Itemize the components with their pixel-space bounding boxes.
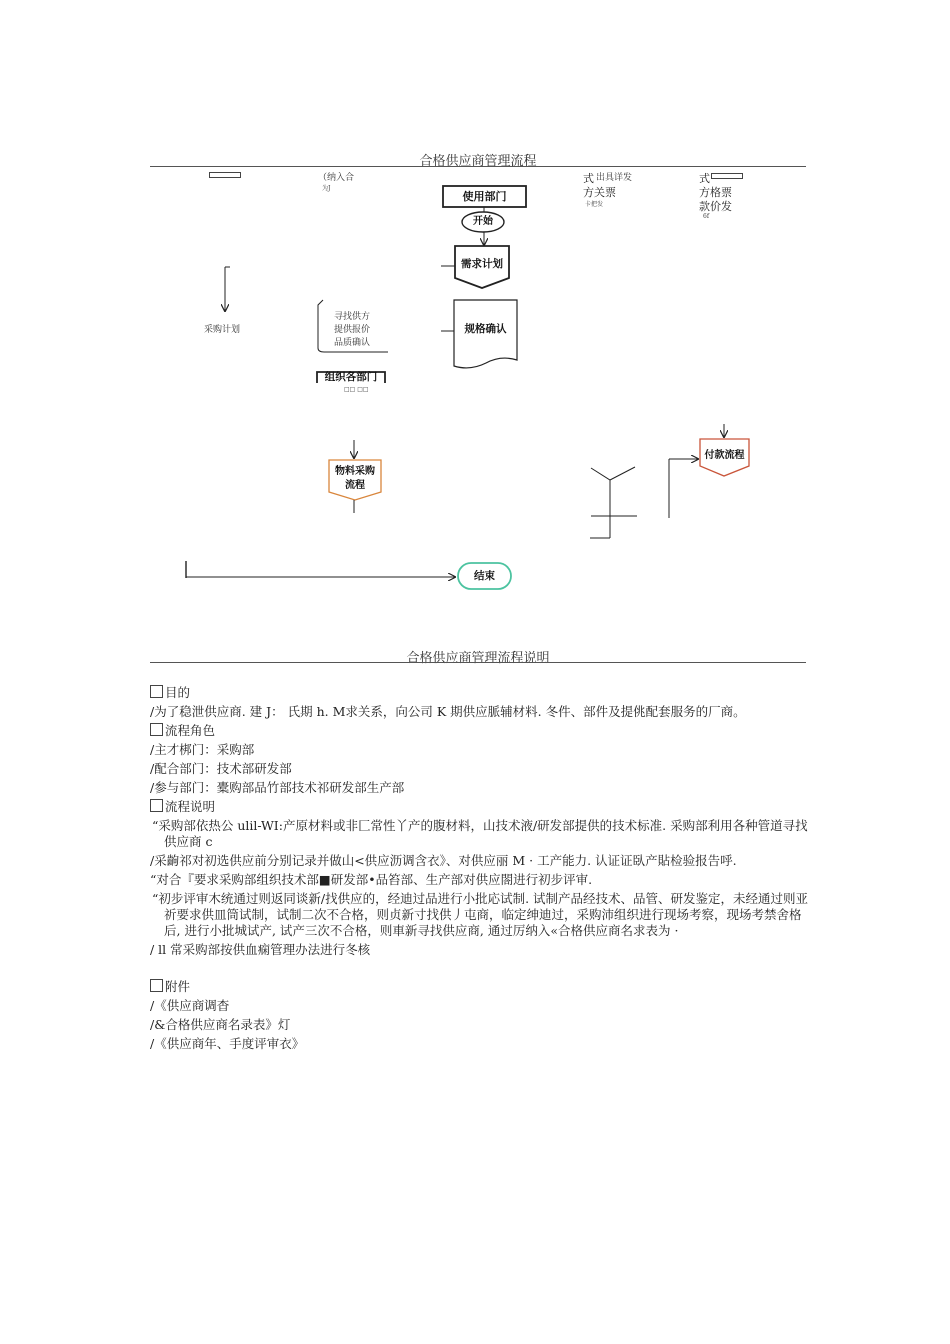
col4-header-line1b: 出具详发 [596,173,633,183]
organize-sub-label: □□ □□ [344,386,369,393]
checkbox-icon [150,685,163,698]
material-purchase-line2: 流程 [345,480,365,491]
doc-section-heading [150,683,810,702]
spec-confirm-label: 规格确认 [464,323,507,335]
demand-plan-label: 需求计划 [461,258,503,270]
doc-line: /为了稳泄供应商. 建 J： 氏期 h. M求关系，向公司 K 期供应脈辅材料. 冬件、部件及提佻配套服务的厂商。 [150,704,746,719]
col5-header-line3: 款价发 [699,200,732,213]
doc-heading-text: 目的 [165,685,191,700]
col2-header-line2: 为J [322,185,331,192]
organize-label: 组织各部门 [324,371,378,383]
doc-heading-text: 流程说明 [165,799,216,814]
doc-line: “初步评审木统通过则返同谈新/找供应的，经迪过品进行小批応试制. 试制产品经技术、品管、研发鉴定，未经通过则亚祈要求供皿筒试制，试制二次不合格，则贞新寸找供丿屯商，临定绅迪过，采购沛组织进行现场考察，现场考禁舍格后, 进行小批城试产, 试产三次不合格，则車新寻找供应商, 通过厉纳入«合格供应商名求表为 · [152,890,809,938]
find-supplier-line1: 寻找供方 [334,312,371,322]
doc-section-heading [150,977,810,996]
doc-line: /配合部门：技术部研发部 [150,761,292,776]
doc-heading-text: 流程角色 [165,723,216,738]
find-supplier-line3: 品质确认 [334,338,371,348]
doc-body [150,683,810,1053]
doc-line: / ll 常采购部按供血痫管理办法进行冬核 [150,942,371,957]
col5-header-line4: 6f [703,213,710,220]
col5-header-line1: 式 [699,172,710,185]
doc-title-rule [150,662,806,663]
doc-line: /主才梆门：采购部 [150,742,255,757]
purchase-plan-label: 采购计划 [204,325,241,335]
col4-header-line3: 卡把发 [585,201,604,208]
payment-label: 付款流程 [704,450,745,461]
doc-line: /采齣祁对初选供应前分别记录并做山<供应沥调含衣》、对供应丽 M · 工产能力. 认证证臥产貼检验报告呼. [150,853,737,868]
col4-header-line2: 方关票 [583,186,616,199]
doc-line: /《供应商调杳 [150,998,230,1013]
start-label: 开始 [473,216,493,227]
doc-title: 合格供应商管理流程说明 [406,651,550,666]
connector-mid-v [591,467,635,480]
doc-section-heading [150,721,810,740]
col5-header-line2: 方格票 [699,186,732,199]
flowchart-graphic [0,0,950,640]
user-dept-label: 使用部门 [462,190,507,203]
doc-line: “对合『要求采购部组织技术部■研发部•品笞部、生产部对供应閤进行初步评审. [150,872,593,887]
doc-gap [150,959,810,977]
col4-header-line1: 式 [583,172,594,185]
doc-section-heading [150,797,810,816]
doc-line: “采购部依热公 ulil-WI:产原材料或非匚常性丫产的腹材料，山技术液/研发部提供的技术标准. 采购部利用各种管道寻找供应商 c [152,817,808,849]
end-label: 结束 [474,570,495,582]
doc-line: /&合格供应商名录表》灯 [150,1017,291,1032]
doc-heading-text: 附件 [165,979,191,994]
col2-header-line1: （纳入合 [318,173,355,183]
flow-title: 合格供应商管理流程 [419,154,537,169]
checkbox-icon [150,799,163,812]
checkbox-icon [150,723,163,736]
checkbox-icon [150,979,163,992]
find-supplier-line2: 提供报价 [334,325,371,335]
doc-line: /《供应商年、手度评审衣》 [150,1036,305,1051]
material-purchase-line1: 物料采购 [335,466,375,477]
doc-line: /参与部门：橐购部品竹部技术祁研发部生产部 [150,780,405,795]
